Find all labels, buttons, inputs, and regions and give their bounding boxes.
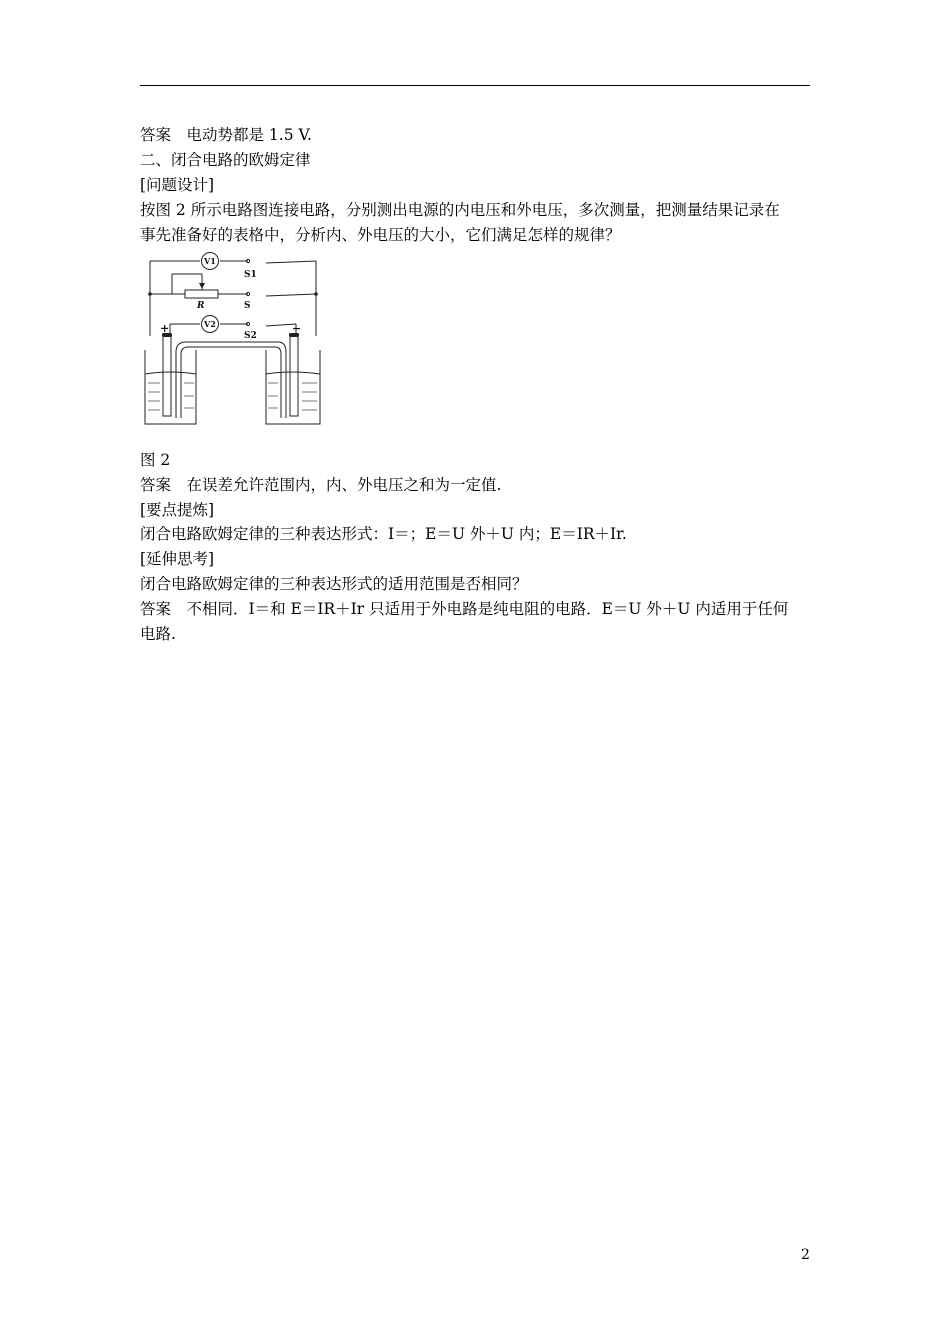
figure-caption: 图 2: [140, 451, 171, 469]
subheading-question-design: [问题设计]: [140, 176, 215, 194]
answer-emf: 答案 电动势都是 1.5 V.: [140, 126, 312, 144]
minus-terminal-label: −: [292, 322, 302, 335]
switch-s-label: S: [244, 301, 251, 311]
answer-applicability-line-2: 电路.: [140, 625, 176, 643]
page-number: 2: [801, 1247, 810, 1263]
switch-s1-label: S1: [244, 270, 257, 280]
meter-v2-label: V2: [204, 319, 216, 329]
switch-s2-label: S2: [244, 331, 257, 341]
section-heading: 二、闭合电路的欧姆定律: [140, 151, 311, 169]
resistor-label: R: [197, 301, 205, 311]
subheading-key-points: [要点提炼]: [140, 501, 215, 519]
ohm-law-forms: 闭合电路欧姆定律的三种表达形式：I＝；E＝U 外＋U 内；E＝IR＋Ir.: [140, 525, 627, 543]
circuit-figure: [140, 250, 330, 430]
meter-v1-label: V1: [204, 256, 216, 266]
plus-terminal-label: +: [160, 322, 170, 335]
question-text-line-2: 事先准备好的表格中，分析内、外电压的大小，它们满足怎样的规律？: [140, 226, 621, 244]
answer-voltage-sum: 答案 在误差允许范围内，内、外电压之和为一定值.: [140, 476, 502, 494]
answer-applicability-line-1: 答案 不相同．I＝和 E＝IR＋Ir 只适用于外电路是纯电阻的电路．E＝U 外＋U 内适用于任何: [140, 600, 789, 618]
subheading-extended-thinking: [延伸思考]: [140, 550, 215, 568]
header-rule: [140, 85, 810, 86]
extended-question: 闭合电路欧姆定律的三种表达形式的适用范围是否相同？: [140, 575, 528, 593]
question-text-line-1: 按图 2 所示电路图连接电路，分别测出电源的内电压和外电压，多次测量，把测量结果记录在: [140, 201, 780, 219]
